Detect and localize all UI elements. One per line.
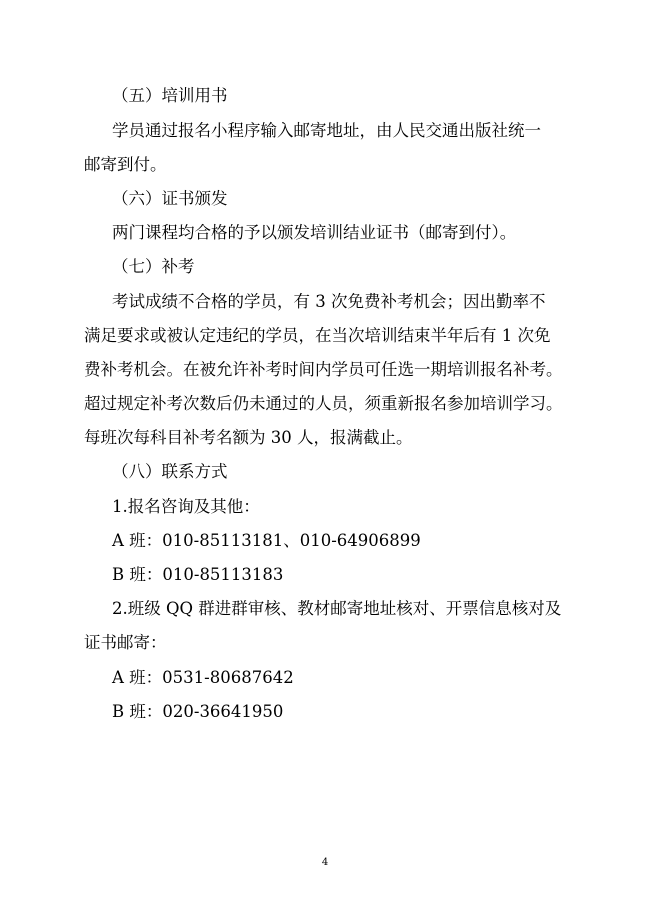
contact-item-2-line-1: 2.班级 QQ 群进群审核、教材邮寄地址核对、开票信息核对及 <box>112 599 562 618</box>
section-5-line-1: 学员通过报名小程序输入邮寄地址，由人民交通出版社统一 <box>112 121 541 140</box>
section-7-line-4: 超过规定补考次数后仍未通过的人员，须重新报名参加培训学习。 <box>84 394 563 413</box>
contact-item-1-class-b: B 班：010-85113183 <box>112 565 284 584</box>
contact-item-2-class-a: A 班：0531-80687642 <box>112 668 294 687</box>
section-6-heading: （六）证书颁发 <box>112 189 228 208</box>
section-8-heading: （八）联系方式 <box>112 462 228 481</box>
contact-item-2-line-2: 证书邮寄： <box>84 633 167 652</box>
section-5-heading: （五）培训用书 <box>112 86 228 105</box>
page-number: 4 <box>321 857 329 868</box>
section-7-line-2: 满足要求或被认定违纪的学员，在当次培训结束半年后有 1 次免 <box>84 326 551 345</box>
section-7-line-1: 考试成绩不合格的学员，有 3 次免费补考机会；因出勤率不 <box>112 292 546 311</box>
section-7-line-3: 费补考机会。在被允许补考时间内学员可任选一期培训报名补考。 <box>84 360 563 379</box>
section-6-line-1: 两门课程均合格的予以颁发培训结业证书（邮寄到付）。 <box>112 223 517 242</box>
section-7-line-5: 每班次每科目补考名额为 30 人，报满截止。 <box>84 428 413 447</box>
contact-item-1: 1.报名咨询及其他： <box>112 497 260 516</box>
contact-item-1-class-a: A 班：010-85113181、010-64906899 <box>112 531 421 550</box>
section-7-heading: （七）补考 <box>112 257 195 276</box>
section-5-line-2: 邮寄到付。 <box>84 155 167 174</box>
contact-item-2-class-b: B 班：020-36641950 <box>112 702 284 721</box>
